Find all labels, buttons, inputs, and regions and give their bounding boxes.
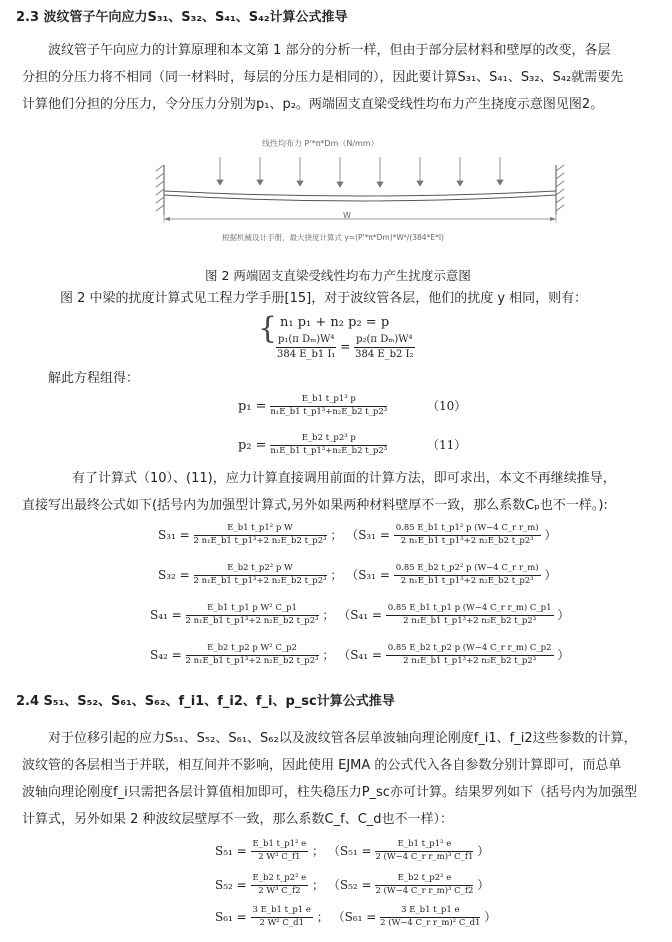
stress-eq-den: 2 n₁E_b1 t_p1³+2 n₂E_b2 t_p2³ xyxy=(185,615,319,626)
paragraph-4-line-4: 计算式，另外如果 2 种波纹层壁厚不一致，那么系数C_f、C_d也不一样）： xyxy=(22,812,454,827)
solve-label: 解此方程组得： xyxy=(48,371,140,386)
stress-eq-rden: 2 n₁E_b1 t_p1³+2 n₂E_b2 t_p2³ xyxy=(403,615,537,626)
eq11-num: E_b2 t_p2³ p xyxy=(270,434,387,446)
section-2-4-title: 2.4 S₅₁、S₅₂、S₆₁、S₆₂、f_i1、f_i2、f_i、p_sc计算公式推导 xyxy=(16,694,395,709)
paragraph-4-line-1: 对于位移引起的应力S₅₁、S₅₂、S₆₁、S₆₂以及波纹管各层单波轴向理论刚度f_i1、f_i2这些参数的计算， xyxy=(48,731,637,746)
paragraph-2: 图 2 中梁的扰度计算式见工程力学手册[15]，对于波纹管各层，他们的扰度 y 相同，则有： xyxy=(60,291,588,306)
stress-eq-rlhs: （S₄₁ = xyxy=(338,647,382,662)
figure-load-label: 线性均布力 P'*π*Dm（N/mm） xyxy=(262,139,379,148)
eq-system-rhs-num: p₂(π Dₘ)W⁴ xyxy=(354,334,414,348)
stress-eq-num: E_b2 t_p2² p W xyxy=(194,564,327,576)
eq11-den: n₁E_b1 t_p1³+n₂E_b2 t_p2³ xyxy=(270,445,388,456)
paragraph-1-line-1: 波纹管子午向应力的计算原理和本文第 1 部分的分析一样，但由于部分层材料和壁厚的改变，各层 xyxy=(48,43,611,58)
stress-eq-s32: S₃₂ = $\frac{\text{E\_b2 t\_p2² p W}}{\text{2 n₁E\_b1 t\_p1³+2 n₂E\_b2 t\_p2³}}$ ； （S₃₁ = $\frac{\text{0.85 E\_b2 t\_p2² p (W−4 C\_r r\_m)}}{\text{2 n₁E\_b1 t\_p1³+2 n₂E\_b2 t\_p2³}}$ ） xyxy=(158,563,557,586)
paragraph-1-line-3: 计算他们分担的分压力，令分压力分别为p₁、p₂。两端固支直梁受线性均布力产生挠度示意图见图2。 xyxy=(22,97,604,112)
figure-deflection-formula: 根据机械设计手册，最大挠度计算式 y=(P'*π*Dm)*W⁴/(384*E*I) xyxy=(222,233,444,242)
disp-eq-rlhs: （S₅₁ = xyxy=(327,843,372,858)
disp-eq-rden: 2 (W−4 C_r r_m)³ C_f1 xyxy=(375,851,474,862)
disp-eq-s51: S₅₁ = $\frac{\text{E\_b1 t\_p1² e}}{\text{2 W³ C\_f1}}$ ； （S₅₁ = $\frac{\text{E\_b1 t\_p1² e}}{\text{2 (W−4 C\_r r\_m)³ C\_f1}}$ ） xyxy=(215,839,490,862)
disp-eq-rnum: 3 E_b1 t_p1 e xyxy=(380,906,480,918)
disp-eq-rnum: E_b2 t_p2² e xyxy=(375,874,473,886)
paragraph-4-line-3: 波轴向理论刚度f_i只需把各层计算值相加即可，柱失稳压力P_sc亦可计算。结果罗列如下（括号内为加强型 xyxy=(22,785,637,800)
stress-eq-s42: S₄₂ = $\frac{\text{E\_b2 t\_p2 p W² C\_p2}}{\text{2 n₁E\_b1 t\_p1³+2 n₂E\_b2 t\_p2³}}$ ； （S₄₁ = $\frac{\text{0.85 E\_b2 t\_p2 p (W−4 C\_r r\_m) C\_p2}}{\text{2 n₁E\_b1 t\_p1³+2 n₂E\_b2 t\_p2³}}$ ） xyxy=(150,643,570,666)
stress-eq-rden: 2 n₁E_b1 t_p1³+2 n₂E_b2 t_p2³ xyxy=(400,535,534,546)
stress-eq-rnum: 0.85 E_b1 t_p1 p (W−4 C_r r_m) C_p1 xyxy=(386,604,554,616)
stress-eq-rnum: 0.85 E_b2 t_p2² p (W−4 C_r r_m) xyxy=(394,564,541,576)
eq-system-rhs-den: 384 E_b2 I₂ xyxy=(355,348,414,360)
disp-eq-lhs: S₅₁ = xyxy=(215,843,247,858)
stress-eq-rlhs: （S₄₁ = xyxy=(338,607,382,622)
stress-eq-rnum: 0.85 E_b1 t_p1² p (W−4 C_r r_m) xyxy=(394,524,541,536)
eq-system-lhs-num: p₁(π Dₘ)W⁴ xyxy=(276,334,336,348)
disp-eq-rden: 2 (W−4 C_r r_m)² C_d1 xyxy=(380,917,481,928)
equation-10 xyxy=(238,395,466,418)
eq-system-lhs-den: 384 E_b1 I₁ xyxy=(276,348,336,360)
disp-eq-num: E_b1 t_p1² e xyxy=(251,840,309,852)
disp-eq-num: 3 E_b1 t_p1 e xyxy=(251,906,313,918)
brace-symbol: { xyxy=(258,311,278,346)
disp-eq-lhs: S₆₁ = xyxy=(215,909,247,924)
stress-eq-rnum: 0.85 E_b2 t_p2 p (W−4 C_r r_m) C_p2 xyxy=(386,644,554,656)
stress-eq-lhs: S₃₂ = xyxy=(158,567,190,582)
paragraph-3-line-1: 有了计算式（10）、(11)，应力计算直接调用前面的计算方法，即可求出，本文不再继续推导， xyxy=(72,471,616,486)
eq11-lhs: p₂ = xyxy=(238,437,267,453)
stress-eq-lhs: S₄₂ = xyxy=(150,647,182,662)
stress-eq-den: 2 n₁E_b1 t_p1³+2 n₂E_b2 t_p2³ xyxy=(193,535,327,546)
stress-eq-rden: 2 n₁E_b1 t_p1³+2 n₂E_b2 t_p2³ xyxy=(400,575,534,586)
figure-caption: 图 2 两端固支直梁受线性均布力产生扰度示意图 xyxy=(205,268,471,283)
stress-eq-num: E_b2 t_p2 p W² C_p2 xyxy=(186,644,319,656)
disp-eq-rlhs: （S₆₁ = xyxy=(332,909,377,924)
section-2-3-title: 2.3 波纹管子午向应力S₃₁、S₃₂、S₄₁、S₄₂计算公式推导 xyxy=(16,10,348,25)
stress-eq-num: E_b1 t_p1² p W xyxy=(194,524,327,536)
disp-eq-den: 2 W³ C_f1 xyxy=(258,851,301,862)
disp-eq-rlhs: （S₅₂ = xyxy=(327,877,372,892)
disp-eq-den: 2 W² C_d1 xyxy=(259,917,305,928)
figure-width-label: W xyxy=(343,211,351,220)
eq10-tag: （10） xyxy=(426,398,467,413)
stress-eq-den: 2 n₁E_b1 t_p1³+2 n₂E_b2 t_p2³ xyxy=(193,575,327,586)
disp-eq-lhs: S₅₂ = xyxy=(215,877,247,892)
paragraph-4-line-2: 波纹管的各层相当于并联，相互间并不影响，因此使用 EJMA 的公式代入各自参数分别计算即可，而总单 xyxy=(22,758,622,773)
stress-eq-lhs: S₃₁ = xyxy=(158,527,190,542)
eq-system-line-1: n₁ p₁ + n₂ p₂ = p xyxy=(280,315,390,330)
stress-eq-rlhs: （S₃₁ = xyxy=(346,527,390,542)
stress-eq-rlhs: （S₃₁ = xyxy=(346,567,390,582)
stress-eq-lhs: S₄₁ = xyxy=(150,607,182,622)
eq10-num: E_b1 t_p1³ p xyxy=(270,395,387,407)
paragraph-1-line-2: 分担的分压力将不相同（同一材料时，每层的分压力是相同的），因此要计算S₃₁、S₄₁、S₃₂、S₄₂就需要先 xyxy=(22,70,624,85)
eq10-lhs: p₁ = xyxy=(238,398,267,414)
disp-eq-den: 2 W³ C_f2 xyxy=(258,885,301,896)
paragraph-3-line-2: 直接写出最终公式如下(括号内为加强型计算式,另外如果两种材料壁厚不一致，那么系数Cₚ也不一样。): xyxy=(22,498,608,513)
disp-eq-s61: S₆₁ = $\frac{3 E\_b1 t\_p1 e}{\text{2 W² C\_d1}}$ ； （S₆₁ = $\frac{3 E\_b1 t\_p1 e}{\text{2 (W−4 C\_r r\_m)² C\_d1}}$ ） xyxy=(215,905,497,928)
eq11-tag: （11） xyxy=(426,437,467,452)
stress-eq-rden: 2 n₁E_b1 t_p1³+2 n₂E_b2 t_p2³ xyxy=(403,655,537,666)
disp-eq-num: E_b2 t_p2² e xyxy=(251,874,309,886)
disp-eq-rden: 2 (W−4 C_r r_m)³ C_f2 xyxy=(375,885,474,896)
equation-11 xyxy=(238,434,466,457)
stress-eq-s31: S₃₁ = $\frac{\text{E\_b1 t\_p1² p W}}{\text{2 n₁E\_b1 t\_p1³+2 n₂E\_b2 t\_p2³}}$ ； （S₃₁ = $\frac{\text{0.85 E\_b1 t\_p1² p (W−4 C\_r r\_m)}}{\text{2 n₁E\_b1 t\_p1³+2 n₂E\_b2 t\_p2³}}$ ） xyxy=(158,523,557,546)
stress-eq-den: 2 n₁E_b1 t_p1³+2 n₂E_b2 t_p2³ xyxy=(185,655,319,666)
stress-eq-s41: S₄₁ = $\frac{\text{E\_b1 t\_p1 p W² C\_p1}}{\text{2 n₁E\_b1 t\_p1³+2 n₂E\_b2 t\_p2³}}$ ； （S₄₁ = $\frac{\text{0.85 E\_b1 t\_p1 p (W−4 C\_r r\_m) C\_p1}}{\text{2 n₁E\_b1 t\_p1³+2 n₂E\_b2 t\_p2³}}$ ） xyxy=(150,603,570,626)
eq10-den: n₁E_b1 t_p1³+n₂E_b2 t_p2³ xyxy=(270,406,388,417)
disp-eq-rnum: E_b1 t_p1² e xyxy=(375,840,473,852)
stress-eq-num: E_b1 t_p1 p W² C_p1 xyxy=(186,604,319,616)
eq-system-line-2: $\frac{\text{p₁(π Dₘ)W⁴}}{\text{384 E\_b1 I₁}}$ = $\frac{\text{p₂(π Dₘ)W⁴}}{\text{384 E\_b2 I₂}}$ xyxy=(276,334,414,360)
disp-eq-s52: S₅₂ = $\frac{\text{E\_b2 t\_p2² e}}{\text{2 W³ C\_f2}}$ ； （S₅₂ = $\frac{\text{E\_b2 t\_p2² e}}{\text{2 (W−4 C\_r r\_m)³ C\_f2}}$ ） xyxy=(215,873,490,896)
